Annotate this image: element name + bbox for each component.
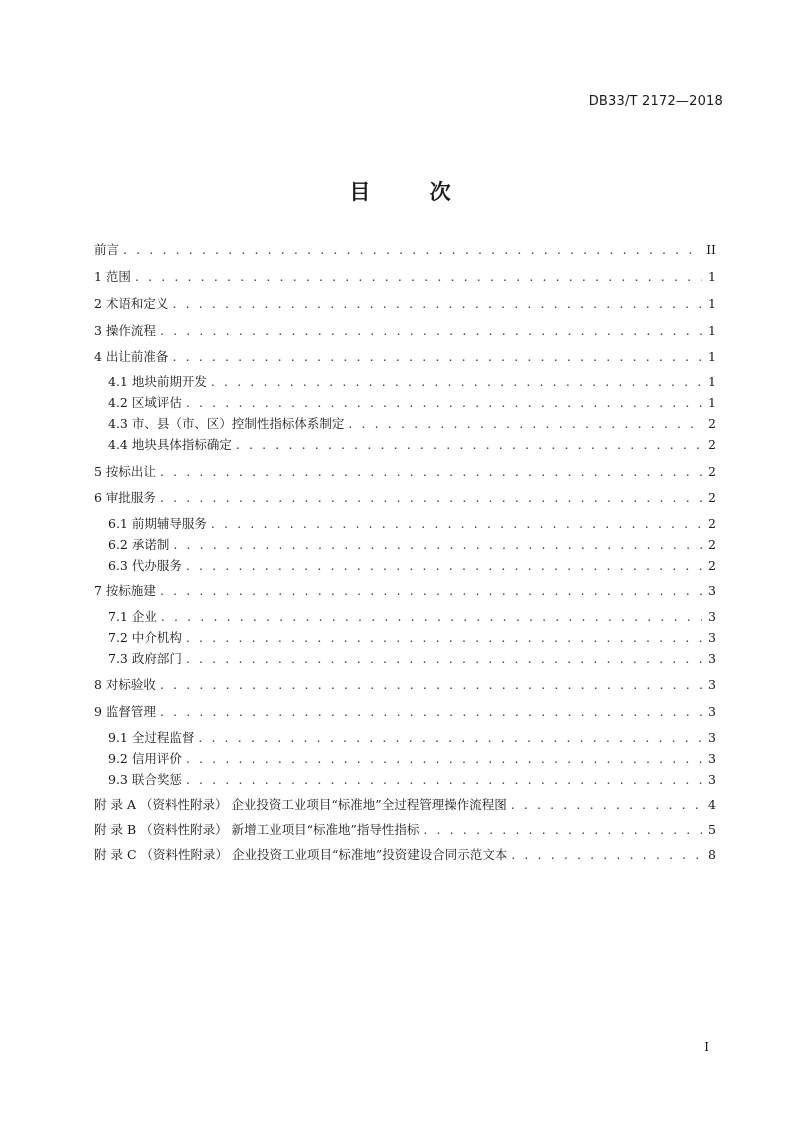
toc-entry-page: 1 bbox=[708, 323, 716, 338]
toc-entry-page: 3 bbox=[708, 730, 716, 745]
toc-leader-dots bbox=[123, 240, 702, 260]
toc-entry-label: 9.1 全过程监督 bbox=[108, 730, 195, 745]
toc-entry-page: 8 bbox=[708, 847, 716, 862]
toc-entry-label: 附 录 A （资料性附录） 企业投资工业项目“标准地”全过程管理操作流程图 bbox=[94, 797, 507, 812]
toc-entry-page: 2 bbox=[708, 464, 716, 479]
toc-entry-preface[interactable] bbox=[94, 240, 716, 260]
toc-entry-label: 附 录 C （资料性附录） 企业投资工业项目“标准地”投资建设合同示范文本 bbox=[94, 847, 508, 862]
toc-subentry[interactable] bbox=[108, 414, 716, 434]
toc-entry[interactable] bbox=[94, 294, 716, 314]
toc-leader-dots bbox=[211, 514, 702, 534]
toc-entry-label: 2 术语和定义 bbox=[94, 296, 169, 311]
toc-leader-dots bbox=[511, 795, 702, 815]
toc-leader-dots bbox=[186, 556, 702, 576]
toc-entry-label: 4.4 地块具体指标确定 bbox=[108, 437, 232, 452]
toc-entry-page: 3 bbox=[708, 651, 716, 666]
toc-entry[interactable] bbox=[94, 321, 716, 341]
toc-leader-dots bbox=[186, 770, 702, 790]
document-code: DB33/T 2172—2018 bbox=[588, 94, 723, 109]
toc-subentry[interactable] bbox=[108, 514, 716, 534]
toc-subentry[interactable] bbox=[108, 556, 716, 576]
toc-subentry[interactable] bbox=[108, 535, 716, 555]
toc-subentry[interactable] bbox=[108, 749, 716, 769]
toc-leader-dots bbox=[160, 488, 702, 508]
toc-entry-label: 1 范围 bbox=[94, 269, 131, 284]
toc-entry-label: 4.1 地块前期开发 bbox=[108, 374, 207, 389]
toc-leader-dots bbox=[198, 728, 702, 748]
toc-entry-appendix-c[interactable] bbox=[94, 845, 716, 865]
toc-leader-dots bbox=[423, 820, 702, 840]
toc-leader-dots bbox=[186, 393, 702, 413]
toc-leader-dots bbox=[160, 581, 702, 601]
toc-entry-page: 2 bbox=[708, 516, 716, 531]
toc-entry-page: 2 bbox=[708, 490, 716, 505]
toc-entry-label: 7.2 中介机构 bbox=[108, 630, 182, 645]
toc-entry-label: 8 对标验收 bbox=[94, 677, 156, 692]
toc-entry-label: 7.1 企业 bbox=[108, 609, 157, 624]
toc-entry-appendix-b[interactable] bbox=[94, 820, 716, 840]
toc-leader-dots bbox=[186, 749, 702, 769]
toc-entry-label: 7 按标施建 bbox=[94, 583, 156, 598]
toc-subentry[interactable] bbox=[108, 770, 716, 790]
toc-entry-label: 9 监督管理 bbox=[94, 704, 156, 719]
toc-leader-dots bbox=[173, 535, 702, 555]
toc-entry-page: 2 bbox=[708, 437, 716, 452]
toc-entry-label: 6 审批服务 bbox=[94, 490, 156, 505]
toc-entry-page: 3 bbox=[708, 704, 716, 719]
toc-entry-label: 6.1 前期辅导服务 bbox=[108, 516, 207, 531]
toc-leader-dots bbox=[160, 462, 702, 482]
toc-subentry[interactable] bbox=[108, 435, 716, 455]
toc-entry-page: 5 bbox=[708, 822, 716, 837]
toc-leader-dots bbox=[160, 675, 702, 695]
toc-entry-page: II bbox=[706, 242, 716, 257]
toc-entry-label: 9.3 联合奖惩 bbox=[108, 772, 182, 787]
toc-entry-page: 3 bbox=[708, 751, 716, 766]
toc-entry-page: 3 bbox=[708, 583, 716, 598]
toc-entry[interactable] bbox=[94, 488, 716, 508]
page-number: I bbox=[704, 1040, 709, 1054]
toc-entry[interactable] bbox=[94, 702, 716, 722]
toc-entry[interactable] bbox=[94, 675, 716, 695]
toc-leader-dots bbox=[135, 267, 702, 287]
toc-leader-dots bbox=[236, 435, 702, 455]
toc-entry-page: 1 bbox=[708, 395, 716, 410]
toc-leader-dots bbox=[160, 702, 702, 722]
toc-entry-page: 3 bbox=[708, 677, 716, 692]
toc-leader-dots bbox=[172, 347, 702, 367]
toc-entry-page: 1 bbox=[708, 296, 716, 311]
toc-subentry[interactable] bbox=[108, 728, 716, 748]
toc-leader-dots bbox=[160, 321, 702, 341]
toc-entry-appendix-a[interactable] bbox=[94, 795, 716, 815]
toc-entry-label: 4 出让前准备 bbox=[94, 349, 169, 364]
toc-subentry[interactable] bbox=[108, 628, 716, 648]
toc-leader-dots bbox=[186, 628, 702, 648]
toc-entry[interactable] bbox=[94, 347, 716, 367]
toc-entry[interactable] bbox=[94, 267, 716, 287]
toc-leader-dots bbox=[161, 607, 702, 627]
toc-leader-dots bbox=[348, 414, 702, 434]
toc-entry-page: 2 bbox=[708, 416, 716, 431]
toc-leader-dots bbox=[511, 845, 702, 865]
toc-entry-page: 3 bbox=[708, 609, 716, 624]
page-title: 目 次 bbox=[349, 180, 477, 204]
toc-entry-page: 1 bbox=[708, 349, 716, 364]
toc-entry-page: 3 bbox=[708, 772, 716, 787]
toc-entry-label: 3 操作流程 bbox=[94, 323, 156, 338]
toc-subentry[interactable] bbox=[108, 607, 716, 627]
toc-entry-label: 6.3 代办服务 bbox=[108, 558, 182, 573]
toc-entry[interactable] bbox=[94, 581, 716, 601]
toc-entry-page: 3 bbox=[708, 630, 716, 645]
toc-subentry[interactable] bbox=[108, 393, 716, 413]
toc-entry[interactable] bbox=[94, 462, 716, 482]
toc-leader-dots bbox=[211, 372, 702, 392]
toc-entry-label: 5 按标出让 bbox=[94, 464, 156, 479]
toc-entry-page: 2 bbox=[708, 537, 716, 552]
toc-entry-label: 7.3 政府部门 bbox=[108, 651, 182, 666]
toc-entry-label: 4.2 区域评估 bbox=[108, 395, 182, 410]
toc-entry-page: 1 bbox=[708, 269, 716, 284]
toc-subentry[interactable] bbox=[108, 372, 716, 392]
toc-leader-dots bbox=[172, 294, 702, 314]
toc-entry-page: 4 bbox=[708, 797, 716, 812]
toc-entry-label: 附 录 B （资料性附录） 新增工业项目“标准地”指导性指标 bbox=[94, 822, 420, 837]
toc-leader-dots bbox=[186, 649, 702, 669]
toc-entry-label: 6.2 承诺制 bbox=[108, 537, 170, 552]
toc-entry-label: 前言 bbox=[94, 242, 120, 257]
toc-entry-page: 2 bbox=[708, 558, 716, 573]
toc-entry-label: 4.3 市、县（市、区）控制性指标体系制定 bbox=[108, 416, 345, 431]
toc-entry-label: 9.2 信用评价 bbox=[108, 751, 182, 766]
toc-entry-page: 1 bbox=[708, 374, 716, 389]
toc-subentry[interactable] bbox=[108, 649, 716, 669]
